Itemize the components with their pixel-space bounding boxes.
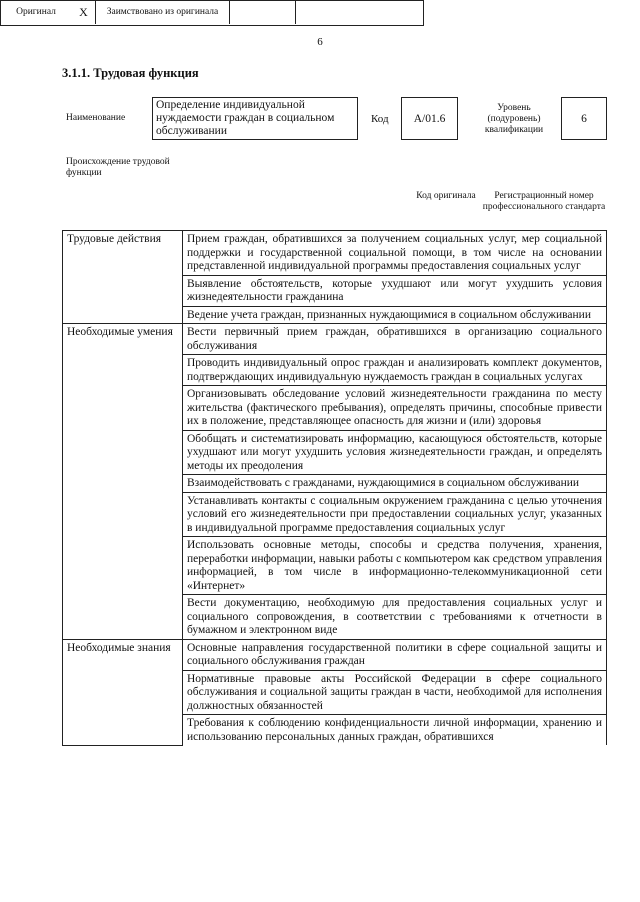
name-label: Наименование <box>66 113 126 123</box>
section-label-actions: Трудовые действия <box>63 231 183 324</box>
function-name-field: Определение индивидуальной нуждаемости граждан в социальном обслуживании <box>152 97 358 140</box>
list-item: Ведение учета граждан, признанных нуждающимися в социальном обслуживании <box>183 306 607 324</box>
list-item: Взаимодействовать с гражданами, нуждающимися в социальном обслуживании <box>183 475 607 493</box>
list-item: Выявление обстоятельств, которые ухудшают или могут ухудшить условия жизнедеятельности гражданина <box>183 275 607 306</box>
origin-label: Происхождение трудовой функции <box>66 157 170 178</box>
level-label: Уровень (подуровень) квалификации <box>484 102 544 135</box>
list-item: Требования к соблюдению конфиденциальности личной информации, хранению и использованию персональных данных граждан, обратившихся <box>183 715 607 746</box>
reg-number-cell <box>296 0 422 24</box>
function-details-table <box>62 230 607 746</box>
list-item: Нормативные правовые акты Российской Федерации в сфере социального обслуживания и социальной защиты граждан в части, необходимой для исполнения должностных обязанностей <box>183 670 607 715</box>
list-item: Обобщать и систематизировать информацию, касающуюся обстоятельств, которые ухудшают или могут ухудшить условия жизнедеятельности граждан, и определять методы их преодоления <box>183 430 607 475</box>
code-caption: Код оригинала <box>416 190 476 201</box>
page-number: 6 <box>317 36 323 48</box>
reg-caption: Регистрационный номер профессионального стандарта <box>482 191 606 212</box>
list-item: Основные направления государственной политики в сфере социальной защиты и социального обслуживания граждан <box>183 639 607 670</box>
origin-table <box>0 0 424 26</box>
list-item: Проводить индивидуальный опрос граждан и анализировать комплект документов, подтверждающих индивидуальную нуждаемость граждан в социальных услугах <box>183 355 607 386</box>
section-label-skills: Необходимые умения <box>63 324 183 640</box>
code-value-field: А/01.6 <box>401 97 458 140</box>
table-row <box>63 324 607 355</box>
list-item: Вести документацию, необходимую для предоставления социальных услуг и социального сопровождения, в соответствии с требованиями к отчетности в бумажном и электронном виде <box>183 595 607 640</box>
original-cell: Оригинал <box>16 6 56 17</box>
level-value-field: 6 <box>561 97 607 140</box>
list-item: Организовывать обследование условий жизнедеятельности гражданина по месту жительства (фактического пребывания), определять причины, способные привести их в положение, представляющее опасность для жизни и (или) здоровья <box>183 386 607 431</box>
section-label-knowledge: Необходимые знания <box>63 639 183 745</box>
list-item: Вести первичный прием граждан, обратившихся в организацию социального обслуживания <box>183 324 607 355</box>
section-title: 3.1.1. Трудовая функция <box>62 66 199 80</box>
borrowed-cell: Заимствовано из оригинала <box>96 0 230 24</box>
table-row <box>63 231 607 276</box>
original-code-cell <box>230 0 296 24</box>
list-item: Устанавливать контакты с социальным окружением гражданина с целью уточнения условий его жизнедеятельности при предоставлении социальных услуг, указанных в индивидуальной программе предоставления социальных услуг <box>183 492 607 537</box>
list-item: Использовать основные методы, способы и средства получения, хранения, переработки информации, навыки работы с компьютером как средством управления информацией, в том числе в информационно-телекоммуникационной сети «Интернет» <box>183 537 607 595</box>
table-row <box>63 639 607 670</box>
code-label: Код <box>371 113 389 125</box>
original-mark: X <box>72 0 96 24</box>
list-item: Прием граждан, обратившихся за получением социальных услуг, мер социальной поддержки и государственной социальной помощи, в том числе на основании представленной индивидуальной программы предоставления социальных услуг <box>183 231 607 276</box>
